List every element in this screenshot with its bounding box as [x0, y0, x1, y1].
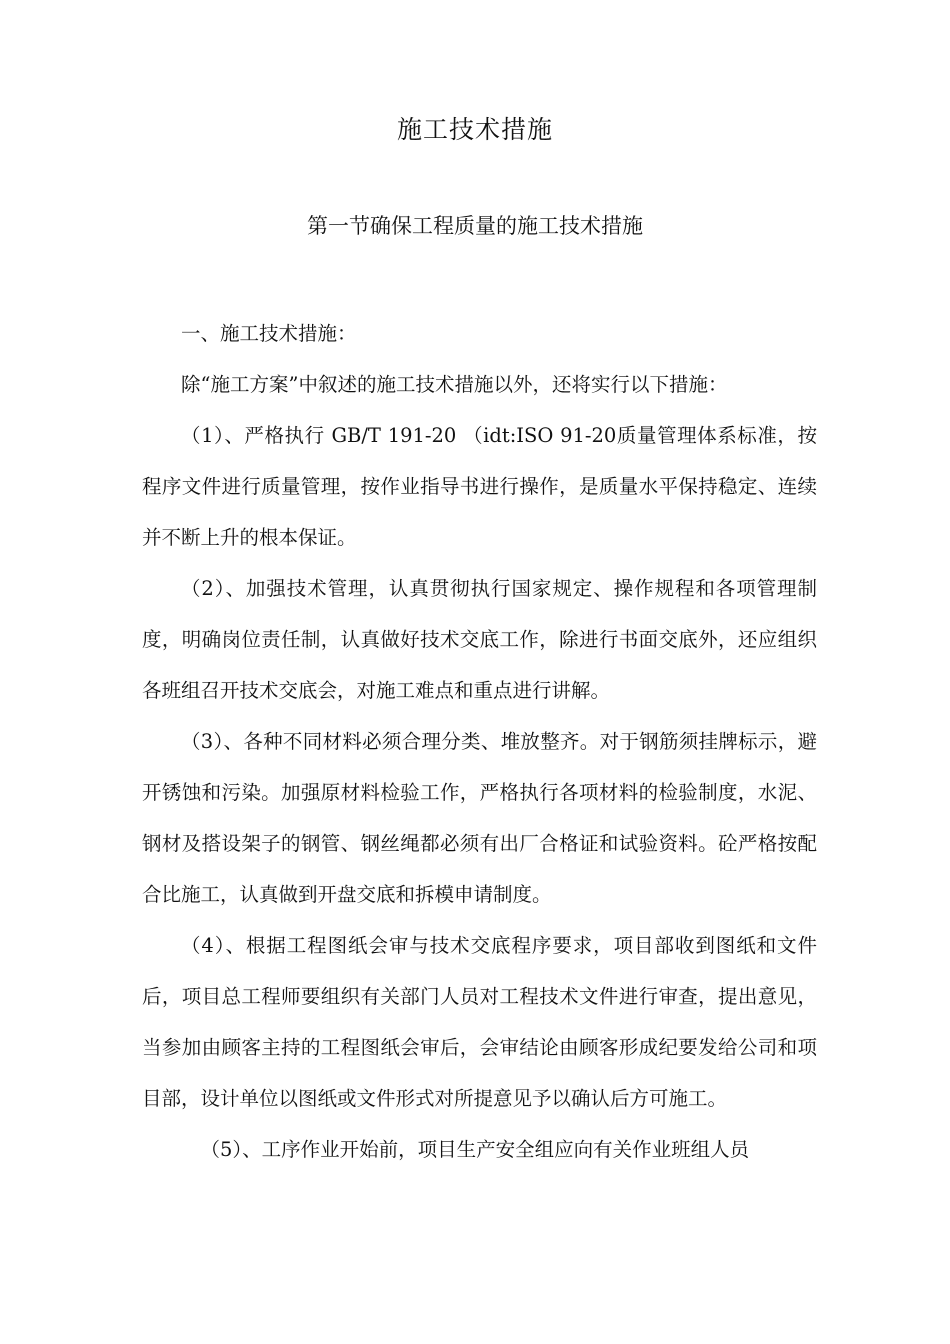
document-title: 施工技术措施	[396, 115, 553, 144]
measure-item-2: （2）、加强技术管理，认真贯彻执行国家规定、操作规程和各项管理制度，明确岗位责任制，认真做好技术交底工作，除进行书面交底外，还应组织各班组召开技术交底会，对施工难点和重点进行讲解。	[142, 577, 817, 702]
section-title: 第一节确保工程质量的施工技术措施	[307, 214, 643, 238]
section-heading: 一、施工技术措施：	[181, 322, 357, 345]
intro-paragraph: 除“施工方案”中叙述的施工技术措施以外，还将实行以下措施：	[181, 373, 728, 396]
measure-item-4: （4）、根据工程图纸会审与技术交底程序要求，项目部收到图纸和文件后，项目总工程师要组织有关部门人员对工程技术文件进行审查，提出意见，当参加由顾客主持的工程图纸会审后，会审结论由顾客形成纪要发给公司和项目部，设计单位以图纸或文件形式对所提意见予以确认后方可施工。	[142, 934, 817, 1110]
measure-item-3: （3）、各种不同材料必须合理分类、堆放整齐。对于钢筋须挂牌标示，避开锈蚀和污染。加强原材料检验工作，严格执行各项材料的检验制度，水泥、钢材及搭设架子的钢管、钢丝绳都必须有出厂合格证和试验资料。砼严格按配合比施工，认真做到开盘交底和拆模申请制度。	[142, 730, 817, 906]
measure-item-5: （5）、工序作业开始前，项目生产安全组应向有关作业班组人员	[200, 1138, 750, 1161]
document-body	[142, 308, 817, 1175]
measure-item-1: （1）、严格执行 GB/T 191-20 （idt:ISO 91-20质量管理体系标准，按程序文件进行质量管理，按作业指导书进行操作，是质量水平保持稳定、连续并不断上升的根本保证。	[142, 424, 817, 549]
